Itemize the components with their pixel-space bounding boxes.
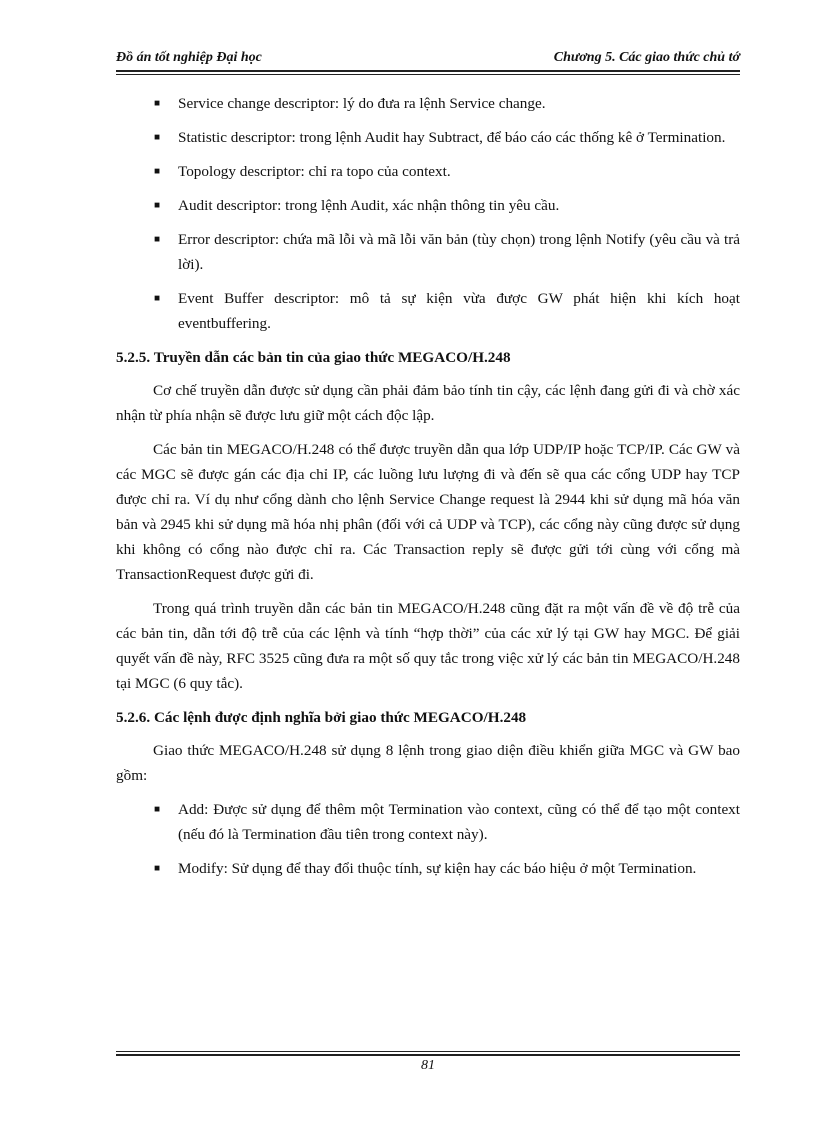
list-item-text: Topology descriptor: chỉ ra topo của context.	[178, 163, 451, 180]
page-number: 81	[421, 1058, 435, 1073]
list-item-text: Service change descriptor: lý do đưa ra lệnh Service change.	[178, 95, 546, 112]
list-item-text: Audit descriptor: trong lệnh Audit, xác nhận thông tin yêu cầu.	[178, 197, 560, 214]
bullet-icon: ■	[154, 98, 161, 109]
list-item	[116, 227, 740, 277]
list-item	[116, 159, 740, 184]
paragraph: Giao thức MEGACO/H.248 sử dụng 8 lệnh trong giao diện điều khiển giữa MGC và GW bao gồm:	[116, 742, 740, 784]
header-rule-thick	[116, 70, 740, 72]
paragraph: Cơ chế truyền dẫn được sử dụng cần phải đảm bảo tính tin cậy, các lệnh đang gửi đi và chờ xác nhận từ phía nhận sẽ được lưu giữ một cách độc lập.	[116, 382, 740, 424]
list-item	[116, 193, 740, 218]
list-item-text: Add: Được sử dụng để thêm một Termination vào context, cũng có thể để tạo một context (nếu đó là Termination đầu tiên trong context này).	[178, 801, 740, 843]
list-item	[116, 856, 740, 881]
footer-rule-thick	[116, 1054, 740, 1056]
bullet-icon: ■	[154, 166, 161, 177]
paragraph: Các bản tin MEGACO/H.248 có thể được truyền dẫn qua lớp UDP/IP hoặc TCP/IP. Các GW và các MGC sẽ được gán các địa chỉ IP, các luồng lưu lượng đi và đến sẽ qua các cổng UDP hay TCP được chỉ ra. Ví dụ như cổng dành cho lệnh Service Change request là 2944 khi sử dụng mã hóa văn bản và 2945 khi sử dụng mã hóa nhị phân (đối với cả UDP và TCP), các cổng này cũng được sử dụng khi không có cổng nào được chỉ ra. Các Transaction reply sẽ được gửi tới cùng với cổng mà TransactionRequest được gửi đi.	[116, 441, 740, 583]
bullet-icon: ■	[154, 863, 161, 874]
list-item	[116, 797, 740, 847]
list-item	[116, 91, 740, 116]
section-heading-5-2-6: 5.2.6. Các lệnh được định nghĩa bởi giao thức MEGACO/H.248	[116, 709, 527, 726]
page-header	[116, 50, 740, 66]
list-item-text: Error descriptor: chứa mã lỗi và mã lỗi văn bản (tùy chọn) trong lệnh Notify (yêu cầu và trả lời).	[178, 231, 740, 273]
bullet-icon: ■	[154, 293, 161, 304]
bullet-icon: ■	[154, 200, 161, 211]
header-left-title: Đồ án tốt nghiệp Đại học	[116, 50, 262, 65]
page-body	[116, 91, 740, 890]
bullet-icon: ■	[154, 804, 161, 815]
list-item-text: Event Buffer descriptor: mô tả sự kiện vừa được GW phát hiện khi kích hoạt eventbuffering.	[178, 290, 740, 332]
section-heading-5-2-5: 5.2.5. Truyền dẫn các bản tin của giao thức MEGACO/H.248	[116, 349, 511, 366]
footer-rule-thin	[116, 1051, 740, 1052]
list-item	[116, 125, 740, 150]
header-right-chapter: Chương 5. Các giao thức chủ tớ	[553, 50, 740, 65]
bullet-icon: ■	[154, 234, 161, 245]
paragraph: Trong quá trình truyền dẫn các bản tin MEGACO/H.248 cũng đặt ra một vấn đề về độ trễ của các bản tin, dẫn tới độ trễ của các lệnh và tính “hợp thời” của các xử lý tại GW hay MGC. Để giải quyết vấn đề này, RFC 3525 cũng đưa ra một số quy tắc trong việc xử lý các bản tin MEGACO/H.248 tại MGC (6 quy tắc).	[116, 600, 740, 692]
header-rule-thin	[116, 74, 740, 75]
list-item	[116, 286, 740, 336]
list-item-text: Modify: Sử dụng để thay đổi thuộc tính, sự kiện hay các báo hiệu ở một Termination.	[178, 860, 697, 877]
list-item-text: Statistic descriptor: trong lệnh Audit hay Subtract, để báo cáo các thống kê ở Termination.	[178, 129, 726, 146]
bullet-icon: ■	[154, 132, 161, 143]
